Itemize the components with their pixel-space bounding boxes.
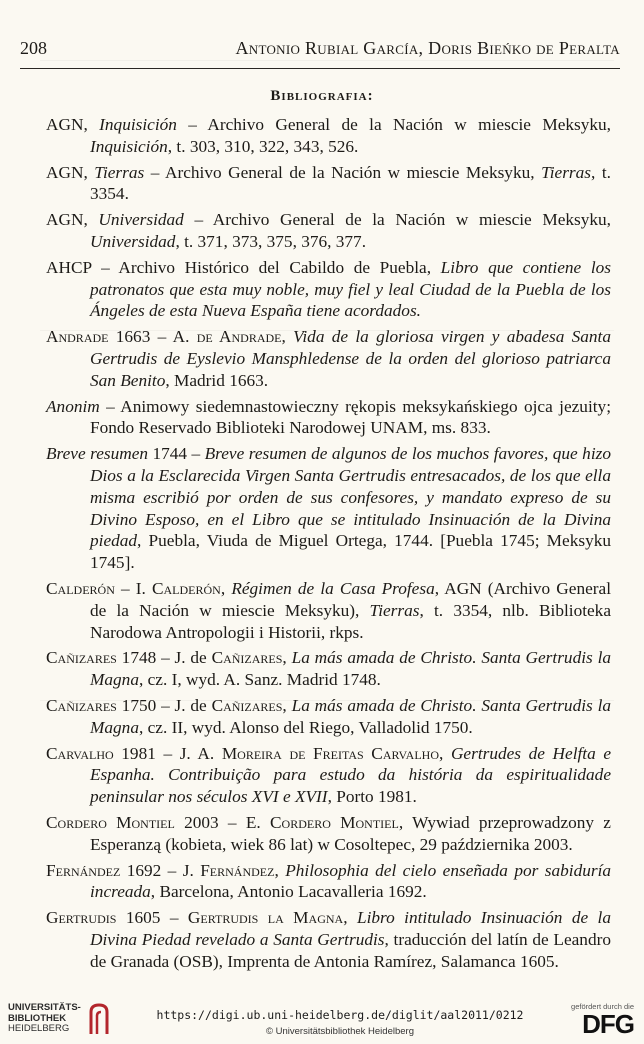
logo-line: BIBLIOTHEK xyxy=(8,1012,67,1024)
entry-italic-text: Inquisición xyxy=(99,115,177,134)
entry-text: , xyxy=(282,695,292,715)
entry-author-smallcaps: Cordero Montiel xyxy=(46,812,175,832)
entry-text: , Barcelona, Antonio Lacavalleria 1692. xyxy=(150,882,427,902)
entry-text: , t. 371, 373, 375, 376, 377. xyxy=(175,231,367,251)
entry-text: , xyxy=(343,908,357,928)
entry-text: AGN, xyxy=(46,162,95,182)
entry-italic-text: Universidad xyxy=(98,210,184,230)
entry-text: 1744 – xyxy=(148,444,205,464)
dfg-logo[interactable] xyxy=(571,1002,634,1038)
entry-text: , xyxy=(439,743,451,763)
copyright-notice: © Universitätsbibliothek Heidelberg xyxy=(266,1026,414,1037)
bibliography-entry xyxy=(46,162,611,206)
bibliography-entry xyxy=(46,860,611,904)
entry-italic-text: Libro intitulado Insinuación de la Divina Piedad revelado a Santa Gertrudis xyxy=(90,908,611,949)
bibliography-entry xyxy=(46,209,611,253)
entry-text: – I. xyxy=(114,578,152,598)
entry-text: – Archivo General de la Nación w miescie Meksyku, xyxy=(183,210,611,230)
entry-text: 1605 – xyxy=(116,908,188,928)
bibliography-entry xyxy=(46,907,611,972)
entry-text: , cz. II, wyd. Alonso del Riego, Valladolid 1750. xyxy=(138,717,473,737)
library-logo-text xyxy=(8,1003,81,1035)
entry-author-smallcaps: de Andrade xyxy=(196,327,282,347)
entry-text: , AGN (Archivo General de la Nación w miescie Meksyku), xyxy=(90,578,611,620)
entry-text: – Archivo General de la Nación w miescie Meksyku, xyxy=(144,162,542,182)
bibliography-entry xyxy=(46,578,611,643)
running-head xyxy=(20,38,620,59)
bibliography-list xyxy=(46,114,611,976)
entry-author-smallcaps: Calderón xyxy=(46,578,115,598)
entry-italic-text: Philosophia del cielo enseñada por sabiduría increada xyxy=(90,860,612,902)
entry-text: , t. 3354, nlb. Biblioteka Narodowa Antropologii i Historii, rkps. xyxy=(90,600,611,642)
entry-text: , Madrid 1663. xyxy=(165,370,269,390)
entry-text: 2003 – E. xyxy=(174,812,270,832)
entry-text: 1981 – J. A. xyxy=(113,743,222,763)
entry-text: AGN, xyxy=(46,210,99,230)
entry-author-smallcaps: Gertrudis la Magna xyxy=(187,908,344,928)
logo-line: UNIVERSITÄTS- xyxy=(8,1002,81,1014)
entry-text: , traducción del latín de Leandro de Granada (OSB), Imprenta de Antonia Ramírez, Salamanca 1605. xyxy=(90,929,611,971)
entry-author-smallcaps: Fernández xyxy=(200,860,275,880)
library-logo[interactable] xyxy=(8,1002,111,1036)
entry-author-smallcaps: Andrade xyxy=(46,327,109,347)
header-rule xyxy=(20,68,620,69)
entry-text: 1750 – J. de xyxy=(116,695,212,715)
entry-author-smallcaps: Gertrudis xyxy=(46,908,117,928)
entry-text: , xyxy=(274,860,286,880)
entry-author-smallcaps: Cañizares xyxy=(46,648,117,668)
entry-italic-text: Vida de la gloriosa virgen y abadesa Santa Gertrudis de Eyslevio Mansphledense de la orden del glorioso patriarca San Benito xyxy=(90,327,611,390)
entry-italic-text: Universidad xyxy=(90,231,176,251)
bibliography-entry xyxy=(46,326,611,391)
entry-italic-text: Inquisición xyxy=(90,136,168,156)
entry-author-smallcaps: Cordero Montiel xyxy=(270,812,399,832)
source-url-link[interactable]: https://digi.ub.uni-heidelberg.de/diglit/aal2011/0212 xyxy=(156,1008,524,1022)
entry-text: 1663 – A. xyxy=(108,327,197,347)
library-emblem-icon xyxy=(87,1002,111,1036)
show-through xyxy=(40,60,614,61)
entry-text: – Animowy siedemnastowieczny rękopis meksykańskiego ojca jezuity; Fondo Reservado Biblioteki Narodowej UNAM, ms. 833. xyxy=(90,396,611,438)
entry-italic-text: Breve resumen de algunos de los muchos favores, que hizo Dios a la Esclarecida Virgen Santa Gertrudis entresacados, de los que ella misma escribió por orden de sus confesores, y mandato expreso de su Divino Esposo, en el Libro que se intitulado Insinuación de la Divina piedad xyxy=(90,444,611,551)
section-title: Bibliografia: xyxy=(270,88,374,104)
entry-italic-text: Libro que contiene los patronatos que esta muy noble, muy fiel y leal Ciudad de la Puebla de los Ángeles de esta Nueva España tiene acordados. xyxy=(90,257,611,321)
entry-italic-text: Régimen de la Casa Profesa xyxy=(231,578,435,598)
bibliography-entry xyxy=(46,443,611,574)
entry-text: 1692 – J. xyxy=(120,860,201,880)
entry-author-smallcaps: Fernández xyxy=(46,860,121,880)
bibliography-entry xyxy=(46,812,611,856)
entry-author-smallcaps: Calderón xyxy=(151,578,221,598)
bibliography-entry xyxy=(46,114,611,158)
entry-text: – Archivo General de la Nación w miescie Meksyku, xyxy=(176,115,611,134)
entry-author-smallcaps: Cañizares xyxy=(46,695,117,715)
page-footer xyxy=(0,996,644,1044)
footer-center xyxy=(150,1008,530,1037)
entry-author-smallcaps: Cañizares xyxy=(211,695,283,715)
entry-text: AHCP – Archivo Histórico del Cabildo de Puebla, xyxy=(46,257,441,277)
logo-line: HEIDELBERG xyxy=(8,1023,70,1035)
entry-text: , Wywiad przeprowadzony z Esperanzą (kobieta, wiek 86 lat) w Cosoltepec, 29 października 2003. xyxy=(90,812,611,854)
entry-text: AGN, xyxy=(46,115,100,134)
entry-italic-text: Tierras xyxy=(369,600,420,620)
entry-italic-text: Gertrudes de Helfta e Espanha. Contribuição para estudo da história da espiritualidade peninsular nos séculos XVI e XVII xyxy=(90,743,612,807)
entry-italic-text: Tierras xyxy=(541,162,592,182)
bibliography-entry xyxy=(46,743,611,808)
dfg-wordmark: DFG xyxy=(582,1009,634,1039)
entry-author-smallcaps: Carvalho xyxy=(46,743,114,763)
entry-text: , Puebla, Viuda de Miguel Ortega, 1744. [Puebla 1745; Meksyku 1745]. xyxy=(90,531,611,573)
entry-text: 1748 – J. de xyxy=(116,648,212,668)
entry-text: , t. 303, 310, 322, 343, 526. xyxy=(167,136,359,156)
entry-text: , t. 3354. xyxy=(90,162,611,204)
page-number: 208 xyxy=(20,38,47,58)
funding-note: gefördert durch die xyxy=(571,1002,634,1011)
entry-italic-text: La más amada de Christo. Santa Gertrudis la Magna xyxy=(90,695,612,737)
entry-author-smallcaps: Cañizares xyxy=(211,648,283,668)
bibliography-entry xyxy=(46,396,611,440)
entry-text: , xyxy=(282,648,292,668)
entry-italic-text: Breve resumen xyxy=(46,444,149,464)
entry-italic-text: La más amada de Christo. Santa Gertrudis la Magna xyxy=(90,648,612,690)
entry-text: , Porto 1981. xyxy=(327,787,417,807)
entry-text: , xyxy=(281,327,294,347)
entry-text: , cz. I, wyd. A. Sanz. Madrid 1748. xyxy=(138,670,381,690)
running-title: Antonio Rubial García, Doris Bieńko de Peralta xyxy=(235,38,620,58)
entry-italic-text: Anonim xyxy=(46,396,100,416)
bibliography-entry xyxy=(46,647,611,691)
bibliography-entry xyxy=(46,257,611,322)
bibliography-entry xyxy=(46,695,611,739)
entry-text: , xyxy=(220,578,232,598)
entry-author-smallcaps: Moreira de Freitas Carvalho xyxy=(221,743,439,763)
entry-italic-text: Tierras xyxy=(94,162,145,182)
